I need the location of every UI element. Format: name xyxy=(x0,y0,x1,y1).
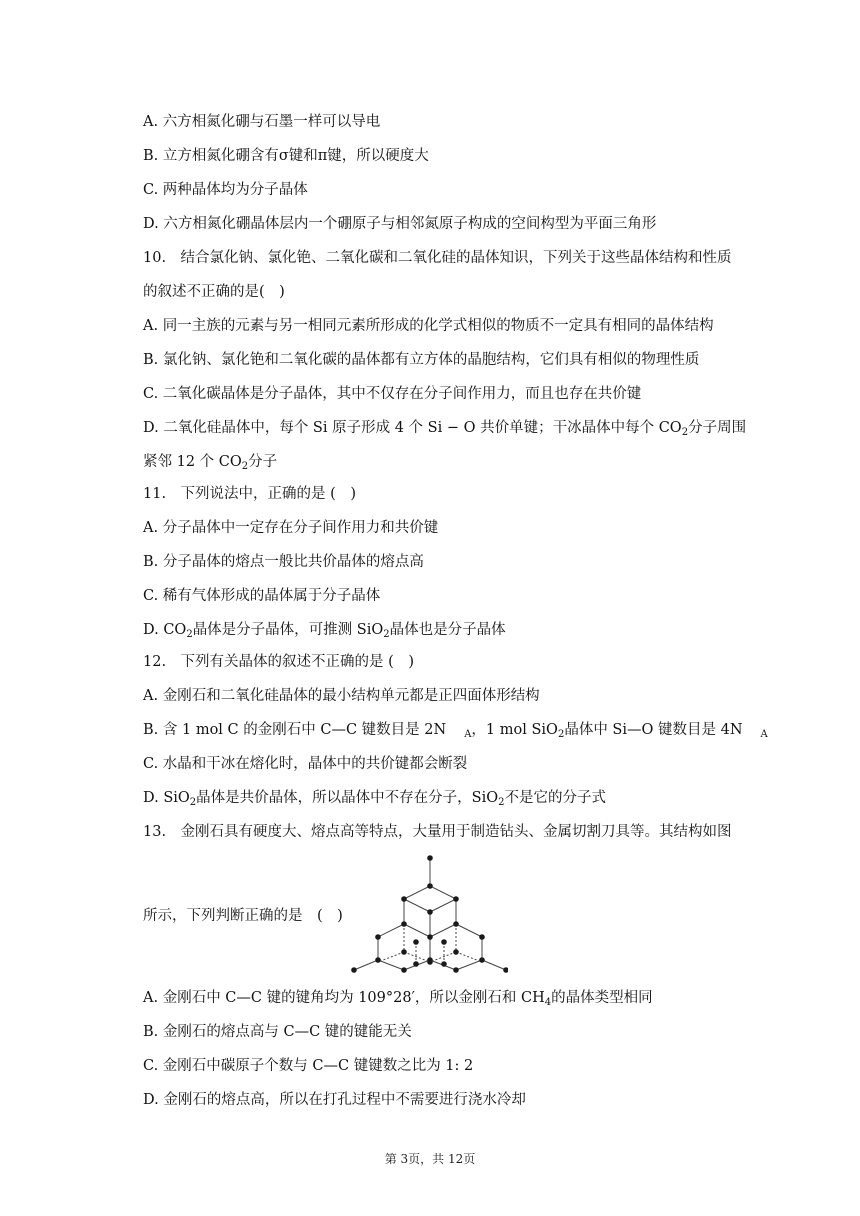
q12-d-text-a: D. SiO xyxy=(143,790,190,806)
q11-option-d xyxy=(143,620,753,645)
q10-option-d-line2 xyxy=(143,452,753,477)
q13-a-text-a: A. 金刚石中 C—C 键的键角均为 109°28′，所以金刚石和 CH xyxy=(143,990,545,1006)
subscript-2: 2 xyxy=(189,797,197,808)
page-number-footer: 第 3页，共 12页 xyxy=(384,1152,476,1166)
subscript-4: 4 xyxy=(544,997,552,1008)
q11-option-b: B. 分子晶体的熔点一般比共价晶体的熔点高 xyxy=(143,554,424,570)
q10-stem-line1: 10. 结合氯化钠、氯化铯、二氧化碳和二氧化硅的晶体知识，下列关于这些晶体结构和性质 xyxy=(143,250,732,266)
q11-option-c: C. 稀有气体形成的晶体属于分子晶体 xyxy=(143,588,381,604)
q12-option-c: C. 水晶和干冰在熔化时，晶体中的共价键都会断裂 xyxy=(143,756,468,772)
q10-option-b: B. 氯化钠、氯化铯和二氧化碳的晶体都有立方体的晶胞结构，它们具有相似的物理性质 xyxy=(143,352,700,368)
q13-option-d: D. 金刚石的熔点高，所以在打孔过程中不需要进行浇水冷却 xyxy=(143,1092,526,1108)
q10-d2-text-a: 紧邻 12 个 CO xyxy=(143,454,242,470)
q13-option-c: C. 金刚石中碳原子个数与 C—C 键键数之比为 1: 2 xyxy=(143,1058,474,1074)
q10-d-text-a: D. 二氧化硅晶体中，每个 Si 原子形成 4 个 Si − O 共价单键；干冰晶体中每个 CO xyxy=(143,420,682,436)
q9-option-c: C. 两种晶体均为分子晶体 xyxy=(143,182,308,198)
q12-option-d xyxy=(143,788,753,813)
q10-d2-text-b: 分子 xyxy=(248,454,278,470)
subscript-2: 2 xyxy=(241,461,249,472)
q12-d-text-c: 不是它的分子式 xyxy=(504,790,607,806)
q10-d-text-b: 分子周围 xyxy=(688,420,747,436)
subscript-2: 2 xyxy=(557,729,565,740)
q12-b-text-b: ，1 mol SiO xyxy=(471,722,558,738)
q11-d-text-b: 晶体是分子晶体，可推测 SiO xyxy=(192,622,384,638)
q11-d-text-c: 晶体也是分子晶体 xyxy=(389,622,506,638)
q13-stem-line1: 13. 金刚石具有硬度大、熔点高等特点，大量用于制造钻头、金属切割刀具等。其结构如图 xyxy=(143,824,732,840)
q10-option-a: A. 同一主族的元素与另一相同元素所形成的化学式相似的物质不一定具有相同的晶体结构 xyxy=(143,318,714,334)
subscript-2: 2 xyxy=(383,629,390,640)
diamond-structure-figure xyxy=(348,852,508,978)
subscript-2: 2 xyxy=(681,427,689,438)
q11-d-text-a: D. CO xyxy=(143,622,187,638)
subscript-2: 2 xyxy=(498,797,505,808)
q13-a-text-b: 的晶体类型相同 xyxy=(551,990,653,1006)
q12-b-text-c: 晶体中 Si—O 键数目是 4N xyxy=(564,722,743,738)
q12-option-b xyxy=(143,720,768,745)
q9-option-b: B. 立方相氮化硼含有σ键和π键，所以硬度大 xyxy=(143,148,429,164)
q12-option-a: A. 金刚石和二氧化硅晶体的最小结构单元都是正四面体形结构 xyxy=(143,688,540,704)
q10-option-c: C. 二氧化碳晶体是分子晶体，其中不仅存在分子间作用力，而且也存在共价键 xyxy=(143,386,642,402)
q10-option-d-line1 xyxy=(143,418,753,443)
q10-stem-line2: 的叙述不正确的是( ) xyxy=(143,284,285,300)
q12-d-text-b: 晶体是共价晶体，所以晶体中不存在分子，SiO xyxy=(196,790,499,806)
q11-option-a: A. 分子晶体中一定存在分子间作用力和共价键 xyxy=(143,520,439,536)
q12-b-text-a: B. 含 1 mol C 的金刚石中 C—C 键数目是 2N xyxy=(143,722,447,738)
subscript-a: A xyxy=(760,729,768,740)
q11-stem: 11. 下列说法中，正确的是 ( ) xyxy=(143,486,356,502)
subscript-2: 2 xyxy=(186,629,193,640)
q9-option-a: A. 六方相氮化硼与石墨一样可以导电 xyxy=(143,114,381,130)
q13-option-b: B. 金刚石的熔点高与 C—C 键的键能无关 xyxy=(143,1024,412,1040)
q13-stem-line2: 所示，下列判断正确的是 ( ) xyxy=(143,908,343,924)
subscript-a: A xyxy=(464,729,472,740)
q9-option-d: D. 六方相氮化硼晶体层内一个硼原子与相邻氮原子构成的空间构型为平面三角形 xyxy=(143,216,657,232)
q12-stem: 12. 下列有关晶体的叙述不正确的是 ( ) xyxy=(143,654,414,670)
q13-option-a xyxy=(143,988,753,1013)
